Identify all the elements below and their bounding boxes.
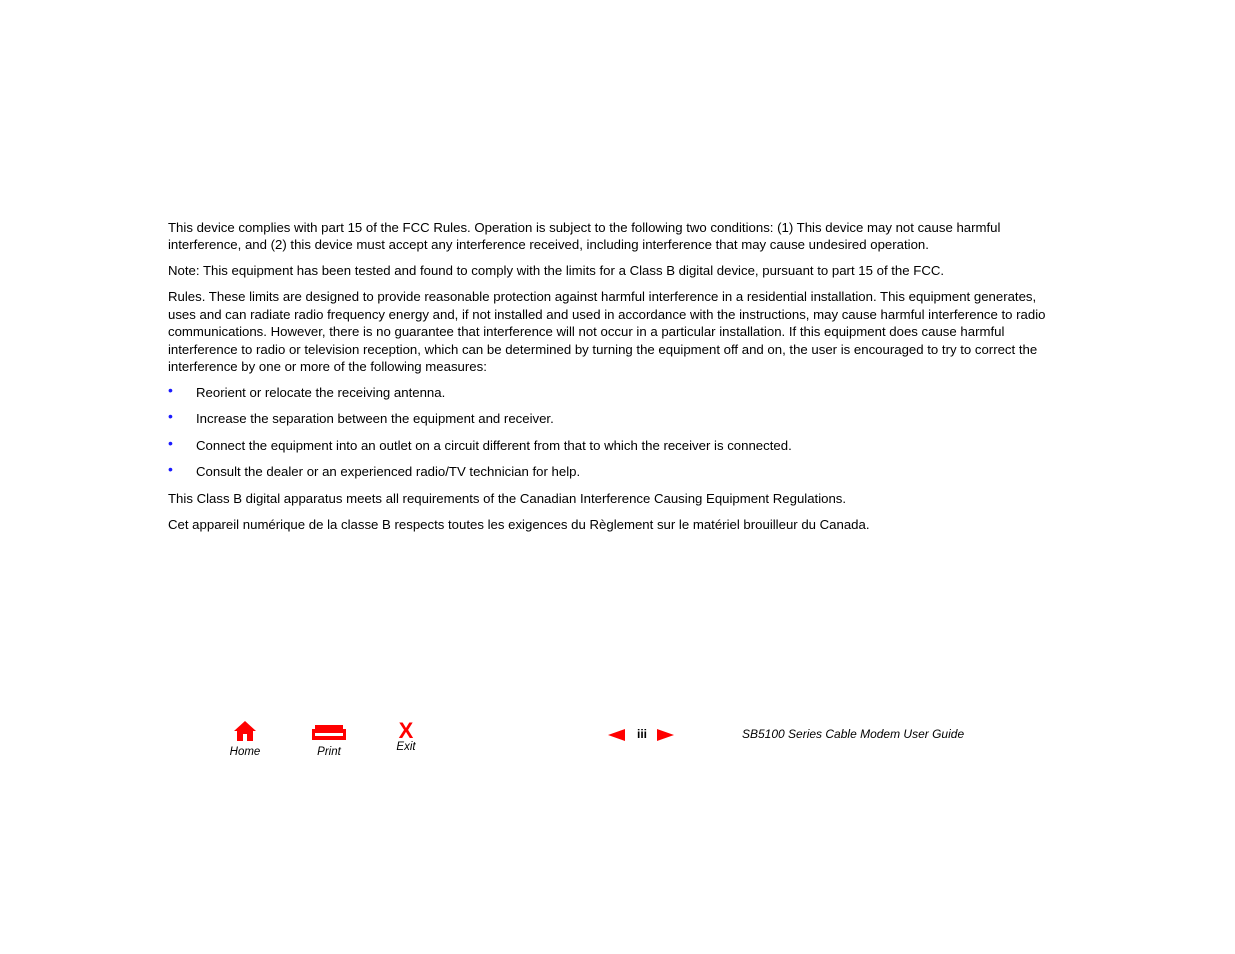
bullet-icon: • [168,408,173,425]
page-navigator [606,727,676,743]
list-item [168,410,1063,427]
bullet-icon: • [168,461,173,478]
list-item-text: Increase the separation between the equipment and receiver. [196,411,554,427]
list-item [168,434,1063,454]
bullet-icon: • [168,382,173,399]
exit-button[interactable] [392,718,420,754]
fcc-compliance-paragraph: This device complies with part 15 of the FCC Rules. Operation is subject to the following two conditions: (1) This device may not cause harmful interference, and (2) this device must accept any interference received, including interference that may cause undesired operation. [168,220,1001,253]
canada-french-paragraph: Cet appareil numérique de la classe B respects toutes les exigences du Règlement sur le matériel brouilleur du Canada. [168,516,870,532]
previous-page-arrow-icon[interactable] [608,729,625,741]
document-body [168,219,1063,542]
footer-navigation [0,718,1235,761]
home-label: Home [229,746,261,758]
exit-label: Exit [396,741,416,753]
list-item [168,463,1063,480]
list-item-text: Reorient or relocate the receiving antenna. [196,385,446,401]
measures-list [168,384,1063,481]
class-b-note-paragraph: Note: This equipment has been tested and found to comply with the limits for a Class B digital device, pursuant to part 15 of the FCC. [168,263,945,279]
canada-english-paragraph: This Class B digital apparatus meets all requirements of the Canadian Interference Causing Equipment Regulations. [168,490,847,506]
page-number: iii [637,727,648,741]
print-button[interactable] [309,721,349,759]
close-icon: X [398,718,414,743]
next-page-arrow-icon[interactable] [657,729,674,741]
list-item [168,384,1063,401]
guide-title: SB5100 Series Cable Modem User Guide [742,727,965,741]
printer-icon [310,721,348,741]
bullet-icon: • [168,434,173,451]
list-item-text: Consult the dealer or an experienced radio/TV technician for help. [196,464,581,480]
print-label: Print [317,746,341,758]
list-item-text: Connect the equipment into an outlet on a circuit different from that to which the receiver is connected. [196,437,792,453]
home-button[interactable] [226,721,264,759]
rules-paragraph: Rules. These limits are designed to provide reasonable protection against harmful interference in a residential installation. This equipment generates, uses and can radiate radio frequency energy and, if not installed and used in accordance with the instructions, may cause harmful interference to radio communications. However, there is no guarantee that interference will not occur in a particular installation. If this equipment does cause harmful interference to radio or television reception, which can be determined by turning the equipment off and on, the user is encouraged to try to correct the interference by one or more of the following measures: [168,289,1046,375]
home-icon [234,721,256,741]
